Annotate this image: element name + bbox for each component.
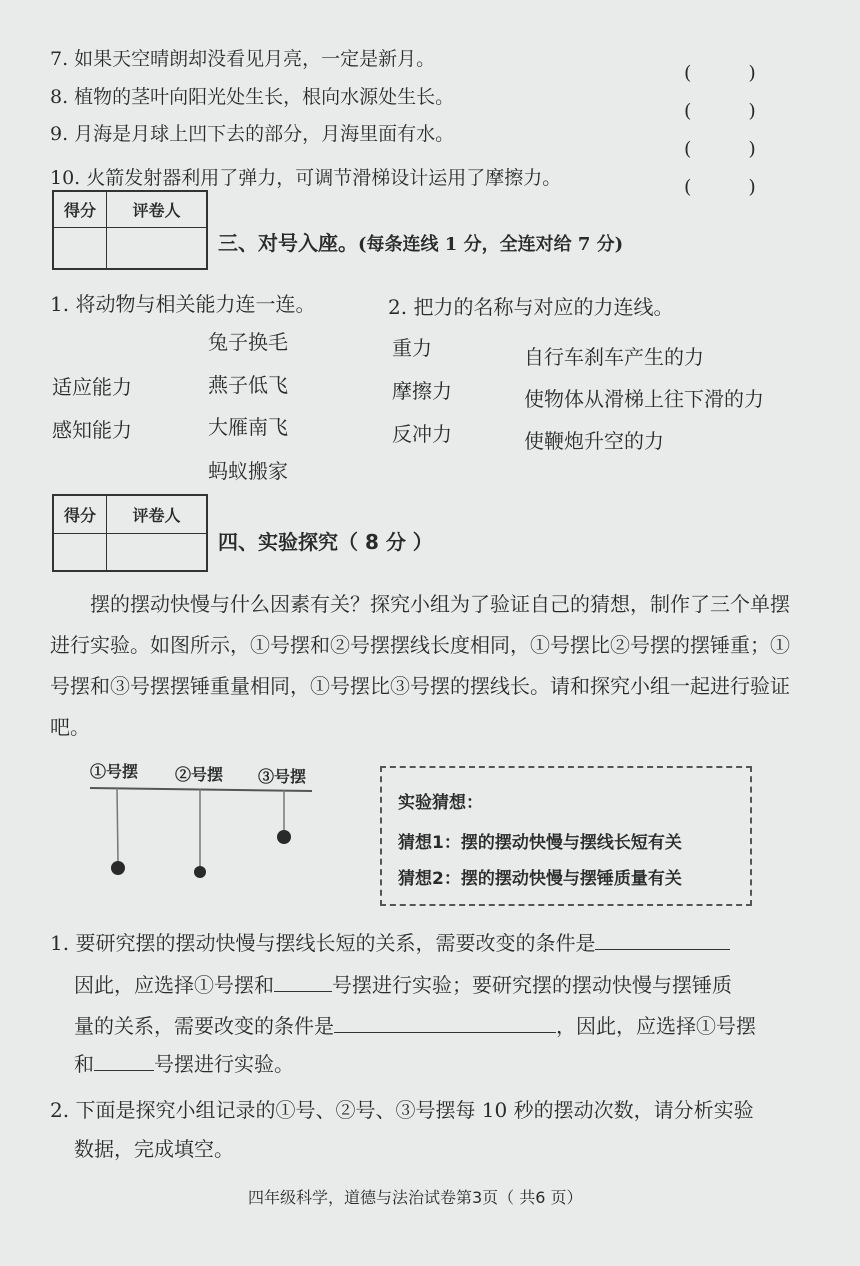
match2-right-1[interactable]: 使物体从滑梯上往下滑的力 xyxy=(524,387,764,411)
judge-item-8: 8. 植物的茎叶向阳光处生长，根向水源处生长。 xyxy=(50,86,455,108)
grader-label: 评卷人 xyxy=(107,191,208,227)
pendulum-bob-3 xyxy=(277,830,291,844)
q1-text-c: 号摆进行实验；要研究摆的摆动快慢与摆锤质 xyxy=(332,973,732,997)
match1-right-1[interactable]: 燕子低飞 xyxy=(208,373,288,397)
q1-blank-3[interactable] xyxy=(334,1012,556,1033)
match2-prompt: 2. 把力的名称与对应的力连线。 xyxy=(388,295,674,319)
page-footer: 四年级科学，道德与法治试卷第3页（ 共6 页） xyxy=(248,1188,583,1207)
judge-paren-10[interactable]: ( ) xyxy=(684,176,756,198)
judge-paren-8[interactable]: ( ) xyxy=(684,100,756,122)
q2-line-2: 数据，完成填空。 xyxy=(74,1137,234,1161)
score-box-section3 xyxy=(52,190,208,270)
grader-cell[interactable] xyxy=(107,227,208,269)
q1-blank-4[interactable] xyxy=(94,1050,154,1071)
section3-title: 三、对号入座。 xyxy=(218,231,358,255)
hypothesis-box xyxy=(380,766,752,906)
pendulum-label-1: ①号摆 xyxy=(90,762,139,781)
judge-item-10: 10. 火箭发射器利用了弹力，可调节滑梯设计运用了摩擦力。 xyxy=(50,167,562,189)
judge-paren-7[interactable]: ( ) xyxy=(684,62,756,84)
match1-right-0[interactable]: 兔子换毛 xyxy=(208,330,288,354)
match1-right-3[interactable]: 蚂蚁搬家 xyxy=(208,459,288,483)
q1-text-g: 号摆进行实验。 xyxy=(154,1052,294,1076)
match2-left-0[interactable]: 重力 xyxy=(392,336,432,360)
section4-title: 四、实验探究（ 8 分 ） xyxy=(218,530,433,554)
score-box-section4 xyxy=(52,494,208,572)
hypothesis-1: 猜想1：摆的摆动快慢与摆线长短有关 xyxy=(398,833,682,853)
score-cell[interactable] xyxy=(53,227,107,269)
score-label: 得分 xyxy=(53,191,107,227)
q1-blank-1[interactable] xyxy=(595,929,730,950)
q1-text-b: 因此，应选择①号摆和 xyxy=(74,973,274,997)
section3-heading xyxy=(218,227,623,256)
judge-paren-9[interactable]: ( ) xyxy=(684,138,756,160)
q1-text-e: ，因此，应选择①号摆 xyxy=(556,1014,756,1038)
match1-right-2[interactable]: 大雁南飞 xyxy=(208,415,288,439)
section3-note: (每条连线 1 分，全连对给 7 分) xyxy=(358,234,624,255)
score-cell[interactable] xyxy=(53,533,107,571)
match1-prompt: 1. 将动物与相关能力连一连。 xyxy=(50,292,316,316)
match1-left-1[interactable]: 感知能力 xyxy=(52,418,132,442)
match2-left-2[interactable]: 反冲力 xyxy=(392,422,452,446)
q1-line-1 xyxy=(50,927,730,956)
q1-text-a: 1. 要研究摆的摆动快慢与摆线长短的关系，需要改变的条件是 xyxy=(50,931,596,955)
q2-line-1: 2. 下面是探究小组记录的①号、②号、③号摆每 10 秒的摆动次数，请分析实验 xyxy=(50,1098,754,1122)
match1-left-0[interactable]: 适应能力 xyxy=(52,375,132,399)
q1-line-4 xyxy=(74,1048,294,1077)
q1-text-d: 量的关系，需要改变的条件是 xyxy=(74,1014,334,1038)
q1-line-3 xyxy=(74,1010,756,1039)
q1-blank-2[interactable] xyxy=(274,971,332,992)
judge-item-9: 9. 月海是月球上凹下去的部分，月海里面有水。 xyxy=(50,123,455,145)
grader-label: 评卷人 xyxy=(107,495,208,533)
score-label: 得分 xyxy=(53,495,107,533)
q1-line-2 xyxy=(74,969,732,998)
hypothesis-title: 实验猜想： xyxy=(398,793,483,813)
pendulum-label-2: ②号摆 xyxy=(175,765,224,784)
match2-left-1[interactable]: 摩擦力 xyxy=(392,379,452,403)
match2-right-0[interactable]: 自行车刹车产生的力 xyxy=(524,345,704,369)
pendulum-bob-1 xyxy=(111,861,125,875)
pendulum-bob-2 xyxy=(194,866,206,878)
match2-right-2[interactable]: 使鞭炮升空的力 xyxy=(524,429,664,453)
hypothesis-2: 猜想2：摆的摆动快慢与摆锤质量有关 xyxy=(398,869,682,889)
judge-item-7: 7. 如果天空晴朗却没看见月亮，一定是新月。 xyxy=(50,48,436,70)
q1-text-f: 和 xyxy=(74,1052,94,1076)
grader-cell[interactable] xyxy=(107,533,208,571)
pendulum-label-3: ③号摆 xyxy=(258,767,307,786)
section4-intro: 摆的摆动快慢与什么因素有关？探究小组为了验证自己的猜想，制作了三个单摆进行实验。如图所示，①号摆和②号摆摆线长度相同，①号摆比②号摆的摆锤重；①号摆和③号摆摆锤重量相同，①号摆比③号摆的摆线长。请和探究小组一起进行验证吧。 xyxy=(50,592,790,739)
